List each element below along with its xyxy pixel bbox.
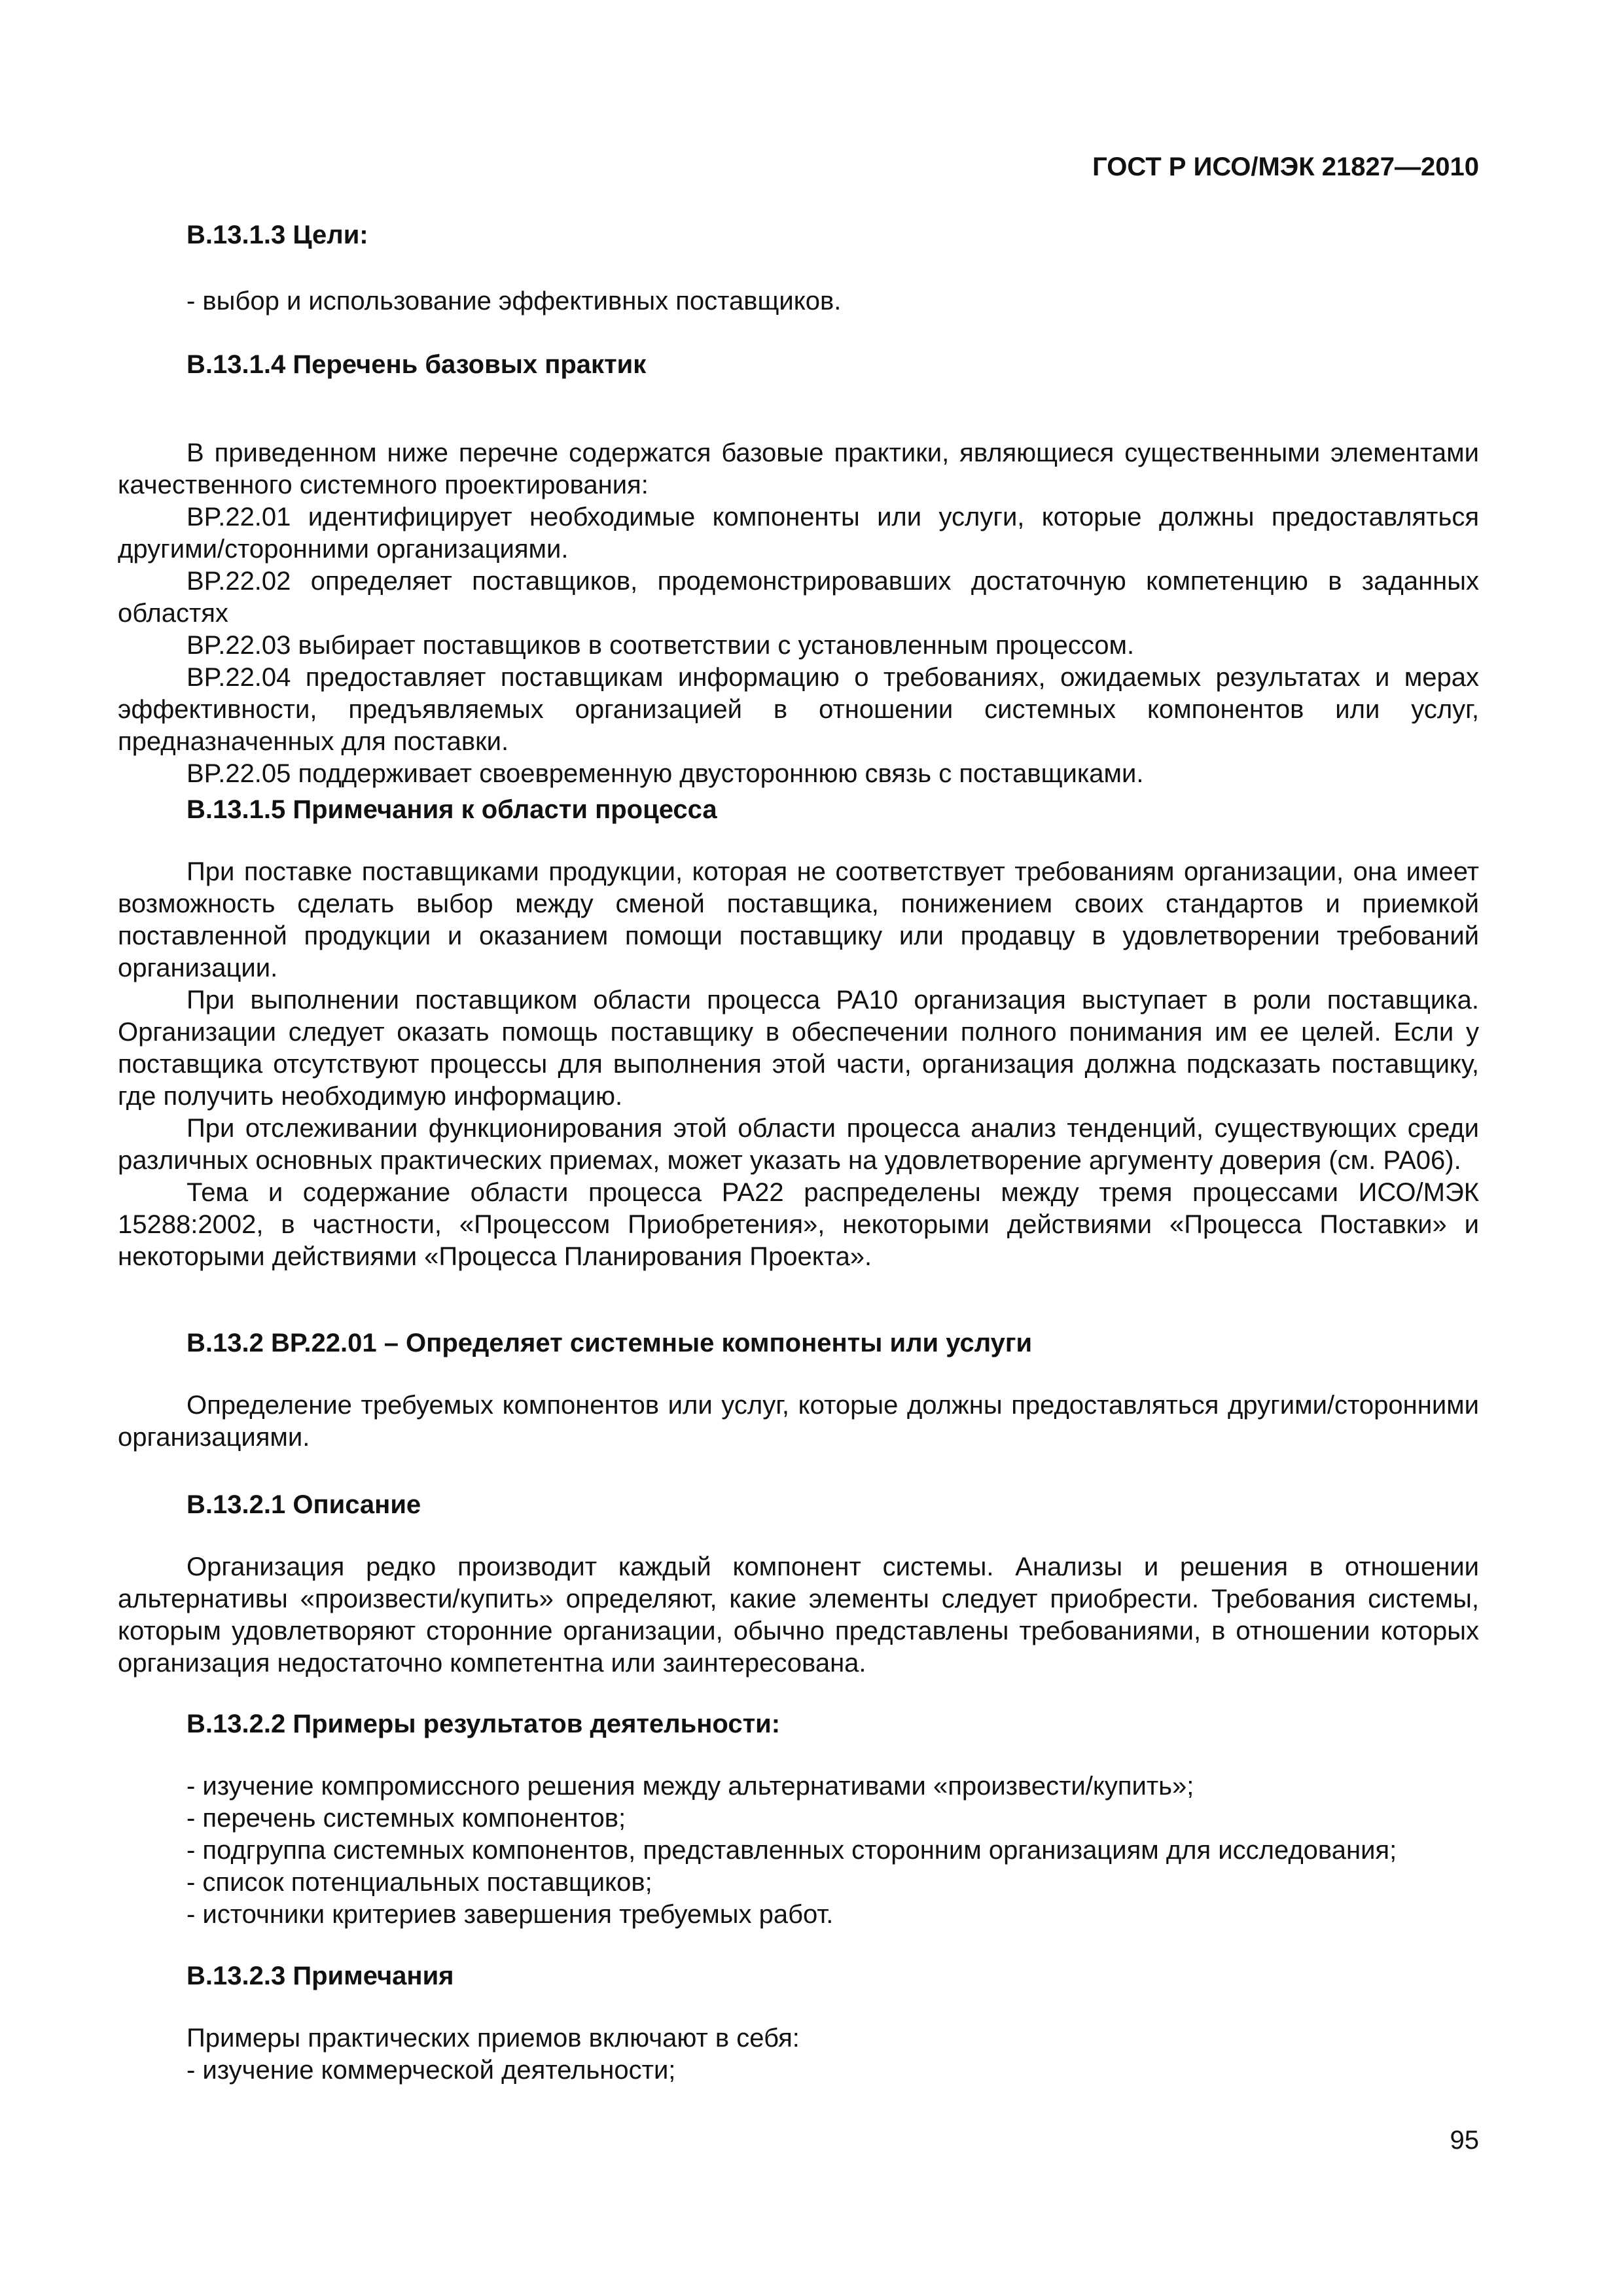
- paragraph: При поставке поставщиками продукции, которая не соответствует требованиям организации, она имеет возможность сделать выбор между сменой поставщика, понижением своих стандартов и приемкой поставленной продукции и оказанием помощи поставщику или продавцу в удовлетворении требований организации.: [118, 857, 1479, 982]
- document-header: ГОСТ Р ИСО/МЭК 21827—2010: [1092, 152, 1479, 181]
- paragraph: BP.22.01 идентифицирует необходимые компоненты или услуги, которые должны предоставляться другими/сторонними организациями.: [118, 503, 1479, 564]
- list-item: - изучение компромиссного решения между альтернативами «произвести/купить»;: [187, 1772, 1194, 1801]
- section-heading: B.13.2.1 Описание: [187, 1490, 421, 1519]
- paragraph: При выполнении поставщиком области процесса PA10 организация выступает в роли поставщика. Организации следует оказать помощь поставщику в обеспечении полного понимания им ее целей. Если у поставщика отсутствуют процессы для выполнения этой части, организация должна подсказать поставщику, где получить необходимую информацию.: [118, 986, 1479, 1111]
- section-heading: B.13.1.5 Примечания к области процесса: [187, 795, 717, 824]
- section-heading: B.13.1.3 Цели:: [187, 221, 368, 249]
- work-products-list: [118, 1770, 1479, 1931]
- section-heading: B.13.2.3 Примечания: [187, 1962, 454, 1990]
- list-item: - подгруппа системных компонентов, представленных сторонним организациям для исследования;: [187, 1836, 1397, 1865]
- list-item: - изучение коммерческой деятельности;: [187, 2056, 676, 2085]
- list-item: - перечень системных компонентов;: [187, 1804, 626, 1833]
- section-heading: B.13.2.2 Примеры результатов деятельности:: [187, 1710, 781, 1738]
- list-item: - выбор и использование эффективных поставщиков.: [187, 287, 842, 315]
- paragraph: В приведенном ниже перечне содержатся базовые практики, являющиеся существенными элементами качественного системного проектирования:: [118, 439, 1479, 499]
- section-process-notes: [118, 794, 1479, 1273]
- bp-22-01-text: [118, 1390, 1479, 1454]
- paragraph: BP.22.04 предоставляет поставщикам информацию о требованиях, ожидаемых результатах и мерах эффективности, предъявляемых организацией в отношении системных компонентов или услуг, предназначенных для поставки.: [118, 663, 1479, 756]
- paragraph: Организация редко производит каждый компонент системы. Анализы и решения в отношении альтернативы «произвести/купить» определяют, какие элементы следует приобрести. Требования системы, которым удовлетворяют сторонние организации, обычно представлены требованиями, в отношении которых организация недостаточно компетентна или заинтересована.: [118, 1552, 1479, 1677]
- section-work-products: [118, 1708, 1479, 1931]
- notes-list: [118, 2022, 1479, 2087]
- section-heading: B.13.2 BP.22.01 – Определяет системные компоненты или услуги: [187, 1329, 1033, 1357]
- description-text: [118, 1551, 1479, 1679]
- section-notes: [118, 1960, 1479, 2087]
- section-goals: [118, 219, 1479, 317]
- section-base-practices: [118, 349, 1479, 790]
- paragraph: BP.22.02 определяет поставщиков, продемонстрировавших достаточную компетенцию в заданных областях: [118, 567, 1479, 628]
- goals-list: [118, 285, 1479, 317]
- paragraph: BP.22.03 выбирает поставщиков в соответствии с установленным процессом.: [187, 631, 1135, 660]
- paragraph: При отслеживании функционирования этой области процесса анализ тенденций, существующих среди различных основных практических приемах, может указать на удовлетворение аргументу доверия (см. PA06).: [118, 1114, 1479, 1175]
- section-bp-22-01: [118, 1327, 1479, 1454]
- paragraph: Определение требуемых компонентов или услуг, которые должны предоставляться другими/сторонними организациями.: [118, 1391, 1479, 1452]
- list-item: - источники критериев завершения требуемых работ.: [187, 1900, 834, 1929]
- list-item: Примеры практических приемов включают в себя:: [187, 2024, 800, 2053]
- base-practices-text: [118, 437, 1479, 790]
- process-notes-text: [118, 856, 1479, 1273]
- section-description: [118, 1489, 1479, 1679]
- document-page: [118, 0, 1479, 2296]
- list-item: - список потенциальных поставщиков;: [187, 1868, 652, 1897]
- paragraph: Тема и содержание области процесса PA22 распределены между тремя процессами ИСО/МЭК 15288:2002, в частности, «Процессом Приобретения», некоторыми действиями «Процесса Поставки» и некоторыми действиями «Процесса Планирования Проекта».: [118, 1178, 1479, 1271]
- page-number: 95: [1450, 2126, 1479, 2155]
- section-heading: B.13.1.4 Перечень базовых практик: [187, 350, 647, 379]
- paragraph: BP.22.05 поддерживает своевременную двустороннюю связь с поставщиками.: [187, 759, 1144, 788]
